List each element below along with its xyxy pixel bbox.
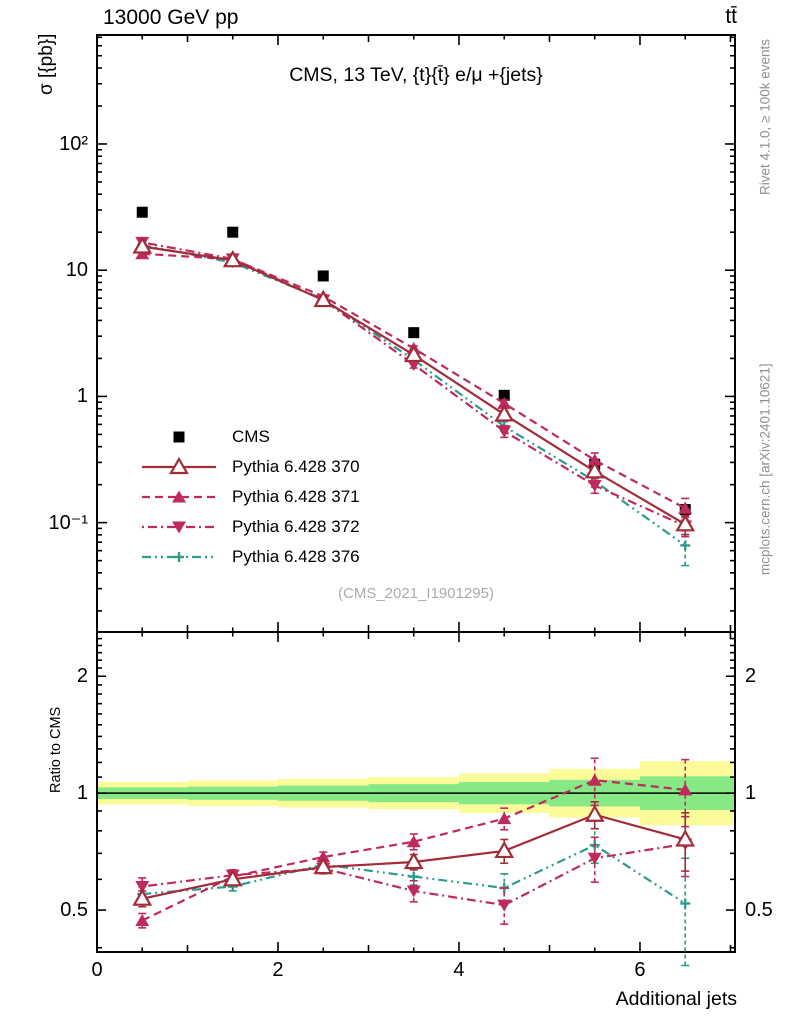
- legend-item-pythia-376: [140, 546, 360, 567]
- legend-label-pythia-372: Pythia 6.428 372: [232, 516, 360, 536]
- legend-sample-glyph: [140, 426, 218, 448]
- legend-item-pythia-371: [140, 486, 360, 507]
- legend-sample-glyph: [140, 456, 218, 478]
- legend-label-pythia-371: Pythia 6.428 371: [232, 486, 360, 506]
- legend-sample-glyph: [140, 486, 218, 508]
- x-tick-label: 0: [91, 959, 103, 981]
- legend-label-cms: CMS: [232, 426, 270, 446]
- x-tick-label: 6: [634, 959, 646, 981]
- legend-item-cms: [140, 426, 360, 447]
- legend: [140, 426, 360, 567]
- ratio-y-tick-label-right: 0.5: [745, 899, 773, 922]
- pythia-376-line-sample: [140, 546, 218, 568]
- cms-marker-sample: [140, 426, 218, 448]
- process-label: tt̄: [725, 5, 737, 28]
- beam-energy-label: 13000 GeV pp: [103, 6, 239, 29]
- legend-sample-glyph: [140, 516, 218, 538]
- main-y-tick-label: 10⁻¹: [48, 511, 88, 534]
- analysis-watermark: (CMS_2021_I1901295): [338, 585, 494, 602]
- legend-item-pythia-370: [140, 456, 360, 477]
- ratio-y-tick-label-left: 1: [76, 782, 88, 805]
- ratio-y-tick-label-left: 0.5: [60, 899, 88, 922]
- legend-sample-glyph: [140, 546, 218, 568]
- pythia-371-line-sample: [140, 486, 218, 508]
- ratio-y-tick-label-right: 1: [745, 782, 757, 805]
- ratio-uncertainty-bands: [97, 761, 735, 825]
- legend-label-pythia-376: Pythia 6.428 376: [232, 546, 360, 566]
- main-y-tick-label: 10²: [59, 132, 88, 155]
- ratio-y-tick-label-right: 2: [745, 665, 757, 688]
- legend-label-pythia-370: Pythia 6.428 370: [232, 456, 360, 476]
- main-y-tick-label: 10: [65, 259, 88, 282]
- pythia-370-line-sample: [140, 456, 218, 478]
- mcplots-figure: 13000 GeV pp tt̄ σ [{pb}] Ratio to CMS Rivet 4.1.0, ≥ 100k events mcplots.cern.ch [arXiv:2401.10621] CMS, 13 TeV, {t}{t̄} e/μ +{jets} (CMS_2021_I1901295) CMS Pythia 6.428 370 Pythia 6.428 371 Pythia 6.428 372 Pythia 6.428 376 Additional jets 10² 10 1 10⁻¹ 2 2 1 1 0.5 0.5 0 2 4 6: [0, 0, 786, 1024]
- plot-title: CMS, 13 TeV, {t}{t̄} e/μ +{jets}: [289, 64, 543, 86]
- pythia-372-line-sample: [140, 516, 218, 538]
- legend-item-pythia-372: [140, 516, 360, 537]
- x-tick-label: 4: [453, 959, 465, 981]
- ratio-y-tick-label-left: 2: [76, 665, 88, 688]
- x-axis-title: Additional jets: [615, 988, 737, 1010]
- main-y-tick-label: 1: [76, 385, 88, 408]
- x-tick-label: 2: [272, 959, 284, 981]
